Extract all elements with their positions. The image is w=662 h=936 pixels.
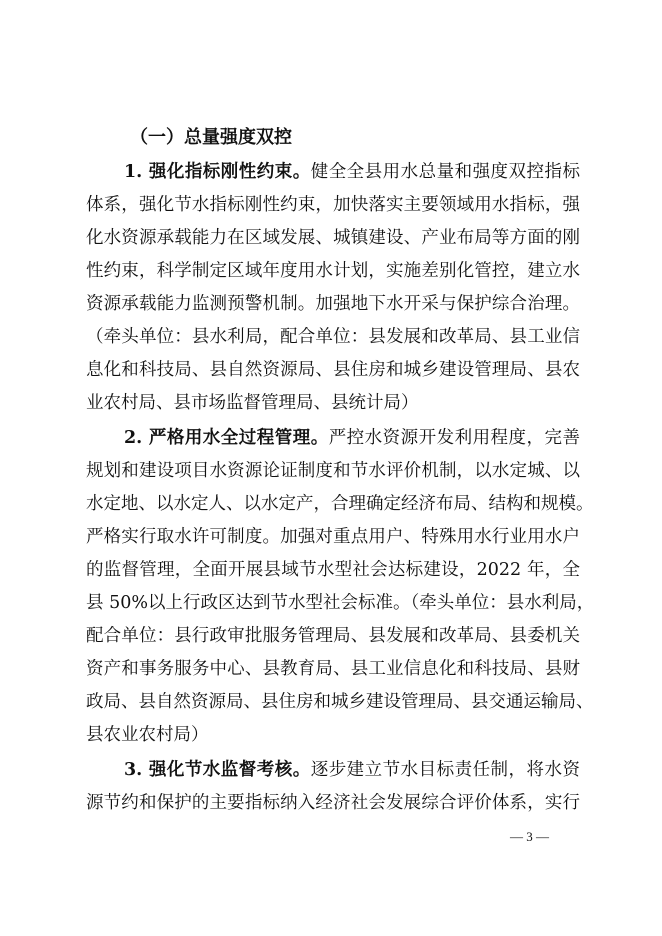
para2-line-3: 水定地、以水定人、以水定产，合理确定经济布局、结构和规模。 [86, 494, 594, 514]
para2-line-2: 规划和建设项目水资源论证制度和节水评价机制，以水定城、以 [86, 461, 580, 481]
para1-text: 健全全县用水总量和强度双控指标 [310, 162, 580, 182]
para3-line-1 [124, 756, 580, 784]
para2-line-8: 资产和事务服务中心、县教育局、县工业信息化和科技局、县财 [86, 659, 580, 679]
page-number: — 3 — [510, 829, 549, 844]
para2-text: 严控水资源开发利用程度，完善 [328, 428, 580, 448]
section-title: （一）总量强度双控 [130, 127, 292, 148]
para1-line-7: 息化和科技局、县自然资源局、县住房和城乡建设管理局、县农 [86, 360, 580, 380]
para1-line-5: 资源承载能力监测预警机制。加强地下水开采与保护综合治理。 [86, 294, 580, 314]
para1-line-8: 业农村局、县市场监督管理局、县统计局） [86, 393, 419, 413]
para2-line-1 [124, 424, 580, 452]
para1-line-6: （牵头单位：县水利局，配合单位：县发展和改革局、县工业信 [86, 327, 580, 347]
para3-text: 逐步建立节水目标责任制，将水资 [310, 760, 580, 780]
para2-line-7: 配合单位：县行政审批服务管理局、县发展和改革局、县委机关 [86, 626, 580, 646]
para1-line-2: 体系，强化节水指标刚性约束，加快落实主要领域用水指标，强 [86, 195, 580, 215]
para3-line-2: 源节约和保护的主要指标纳入经济社会发展综合评价体系，实行 [86, 793, 580, 813]
para2-line-5: 的监督管理，全面开展县域节水型社会达标建设，2022 年，全 [86, 560, 580, 580]
para3-heading: 3. 强化节水监督考核。 [124, 760, 311, 780]
para1-heading: 1. 强化指标刚性约束。 [124, 162, 311, 182]
para2-heading: 2. 严格用水全过程管理。 [124, 428, 329, 448]
para2-line-6: 县 50%以上行政区达到节水型社会标准。（牵头单位：县水利局， [86, 593, 595, 613]
para1-line-4: 性约束，科学制定区域年度用水计划，实施差别化管控，建立水 [86, 261, 580, 281]
para1-line-3: 化水资源承载能力在区域发展、城镇建设、产业布局等方面的刚 [86, 228, 580, 248]
para1-line-1 [124, 158, 580, 186]
para2-line-9: 政局、县自然资源局、县住房和城乡建设管理局、县交通运输局、 [86, 692, 594, 712]
para2-line-10: 县农业农村局） [86, 725, 209, 745]
para2-line-4: 严格实行取水许可制度。加强对重点用户、特殊用水行业用水户 [86, 527, 580, 547]
